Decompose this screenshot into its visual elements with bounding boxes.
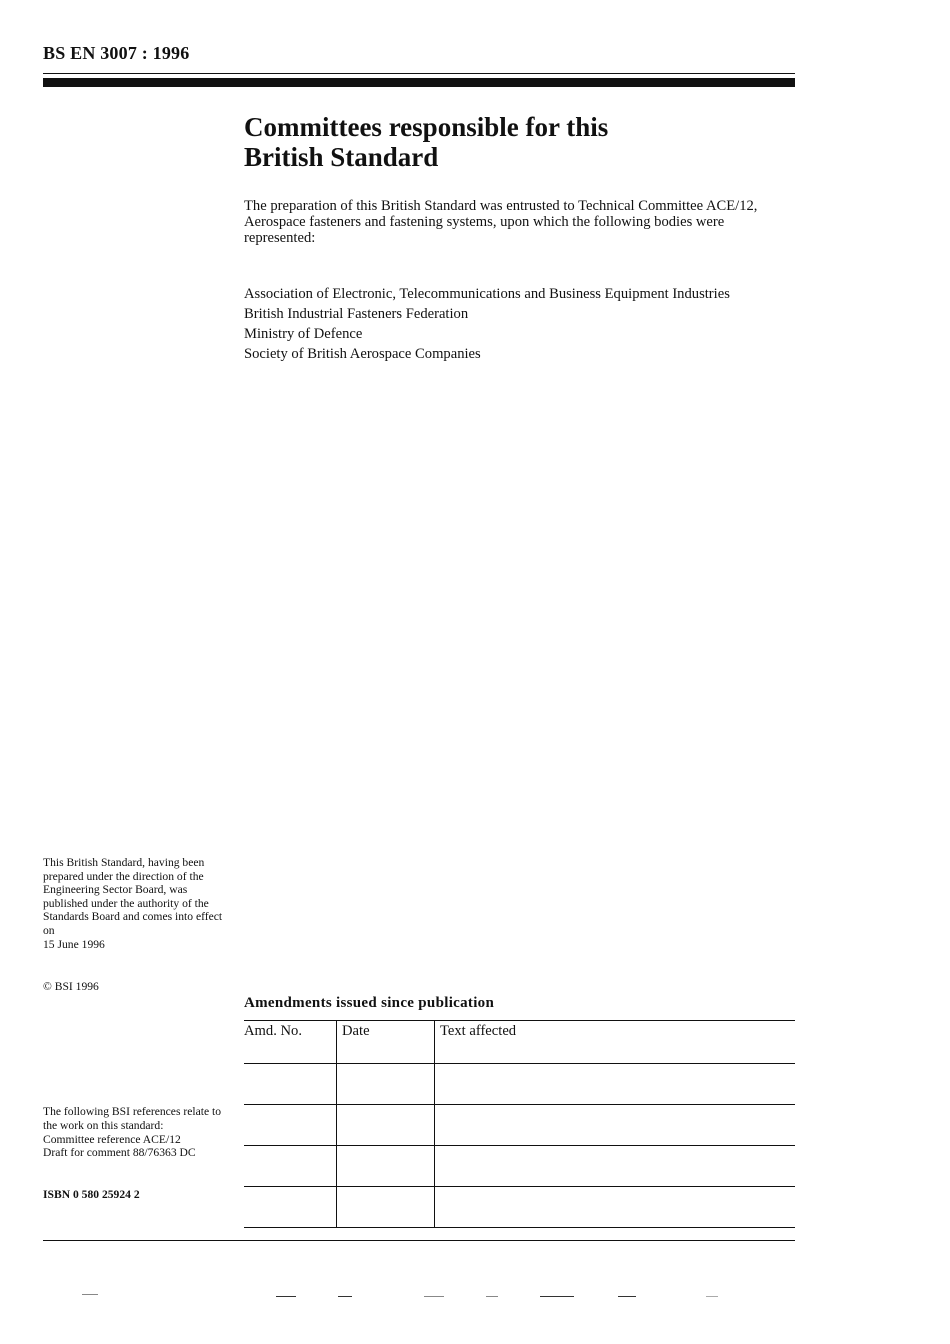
table-row <box>244 1105 795 1146</box>
title-line-2: British Standard <box>244 142 439 172</box>
column-header-amd-no: Amd. No. <box>244 1021 337 1064</box>
committee-reference: Committee reference ACE/12 <box>43 1132 181 1146</box>
table-cell <box>244 1064 337 1105</box>
scan-artifact-line <box>82 1294 98 1295</box>
scan-artifact-line <box>618 1296 636 1297</box>
scan-artifact-line <box>540 1296 574 1297</box>
header-thick-rule <box>43 78 795 87</box>
column-header-text-affected: Text affected <box>435 1021 796 1064</box>
isbn: ISBN 0 580 25924 2 <box>43 1188 140 1201</box>
list-item: British Industrial Fasteners Federation <box>244 306 469 322</box>
table-cell <box>244 1187 337 1228</box>
table-cell <box>337 1187 435 1228</box>
table-cell <box>244 1105 337 1146</box>
publication-note-text: This British Standard, having been prepared under the direction of the Engineering Sector Board, was published under the authority of the Standards Board and comes into effect on <box>43 856 223 937</box>
list-item: Association of Electronic, Telecommunications and Business Equipment Industries <box>244 286 730 302</box>
scan-artifact-line <box>338 1296 352 1297</box>
references-intro: The following BSI references relate to the work on this standard: <box>43 1105 222 1132</box>
table-cell <box>337 1105 435 1146</box>
table-cell <box>435 1187 796 1228</box>
copyright-notice: © BSI 1996 <box>43 980 99 993</box>
scan-artifact-line <box>424 1296 444 1297</box>
header-thin-rule <box>43 73 795 74</box>
bsi-references <box>43 1105 233 1160</box>
represented-bodies-list <box>244 284 804 364</box>
intro-paragraph: The preparation of this British Standard was entrusted to Technical Committee ACE/12, Aerospace fasteners and fastening systems, upon which the following bodies were represented: <box>244 198 758 246</box>
table-cell <box>435 1146 796 1187</box>
table-cell <box>244 1146 337 1187</box>
table-cell <box>435 1105 796 1146</box>
list-item: Ministry of Defence <box>244 326 363 342</box>
table-row <box>244 1146 795 1187</box>
scan-artifact-line <box>706 1296 718 1297</box>
footer-rule <box>43 1240 795 1241</box>
table-header-row <box>244 1021 795 1064</box>
title-line-1: Committees responsible for this <box>244 112 609 142</box>
table-cell <box>337 1064 435 1105</box>
column-header-date: Date <box>337 1021 435 1064</box>
scan-artifact-line <box>486 1296 498 1297</box>
page-title <box>244 112 764 172</box>
effective-date: 15 June 1996 <box>43 937 105 951</box>
draft-reference: Draft for comment 88/76363 DC <box>43 1146 196 1160</box>
document-id: BS EN 3007 : 1996 <box>43 43 190 63</box>
table-cell <box>337 1146 435 1187</box>
amendments-table <box>244 1020 795 1228</box>
amendments-title: Amendments issued since publication <box>244 995 495 1011</box>
publication-note <box>43 856 225 951</box>
table-row <box>244 1187 795 1228</box>
table-row <box>244 1064 795 1105</box>
list-item: Society of British Aerospace Companies <box>244 346 481 362</box>
scan-artifact-line <box>276 1296 296 1297</box>
table-cell <box>435 1064 796 1105</box>
